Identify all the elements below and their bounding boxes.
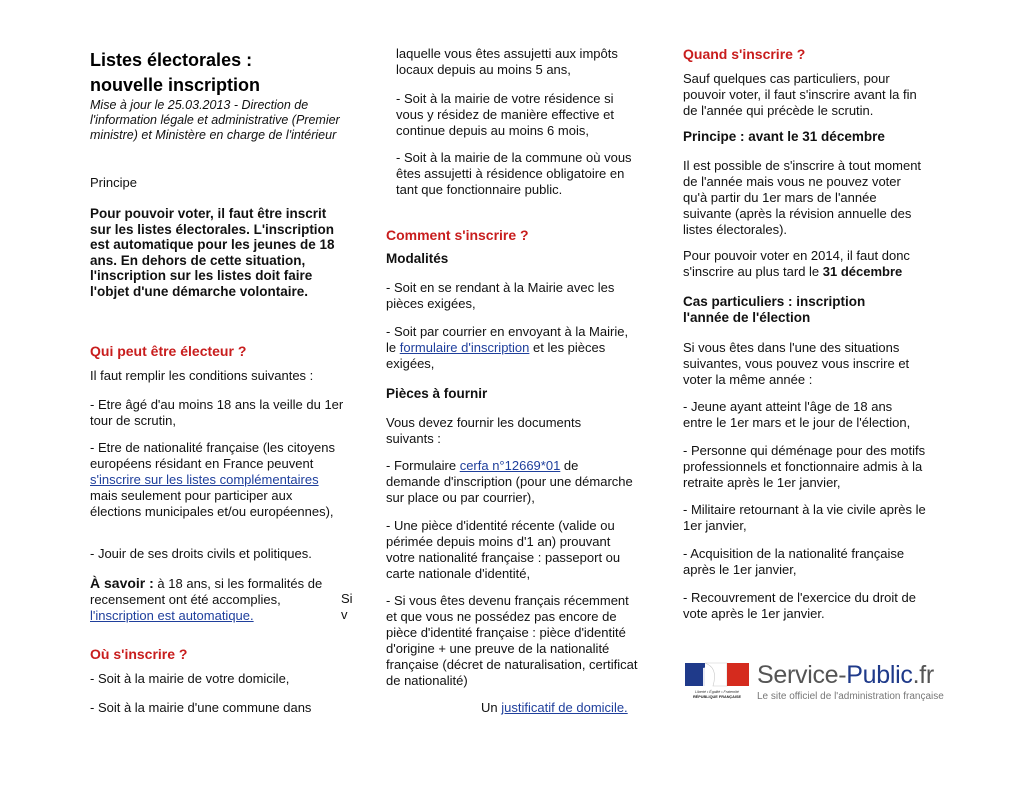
pour-2014 bbox=[683, 248, 923, 280]
ou-commune: - Soit à la mairie d'une commune dans bbox=[90, 700, 312, 715]
mairie-fonctionnaire: - Soit à la mairie de la commune où vous êtes assujetti à résidence obligatoire en tant que fonctionnaire public. bbox=[396, 150, 632, 197]
brand-name-prefix: Service- bbox=[757, 661, 847, 689]
page-title-line-2: nouvelle inscription bbox=[90, 75, 261, 95]
brand-tagline: Le site officiel de l'administration française bbox=[757, 691, 944, 702]
pour-2014-date: 31 décembre bbox=[822, 264, 903, 279]
condition-civil-rights: - Jouir de ses droits civils et politiques. bbox=[90, 546, 312, 561]
brand-name bbox=[757, 660, 934, 690]
condition-nationality-text-end: mais seulement pour participer aux élections municipales et/ou européennes), bbox=[90, 488, 334, 519]
service-public-logo bbox=[683, 660, 944, 708]
modalite-courrier bbox=[386, 324, 638, 372]
piece-formulaire bbox=[386, 458, 636, 506]
a-savoir-label: À savoir : bbox=[90, 575, 154, 591]
cas-intro: Si vous êtes dans l'une des situations suivantes, vous pouvez vous inscrire et voter la même année : bbox=[683, 340, 910, 387]
principe-label: Principe bbox=[90, 175, 137, 190]
cas-heading: Cas particuliers : inscription l'année de l'élection bbox=[683, 294, 866, 325]
cerfa-link[interactable]: cerfa n°12669*01 bbox=[459, 458, 561, 473]
mairie-residence: - Soit à la mairie de votre résidence si vous y résidez de manière effective et continue depuis au moins 6 mois, bbox=[396, 91, 614, 138]
marianne-logo-icon bbox=[683, 660, 753, 708]
cas-droit-vote: - Recouvrement de l'exercice du droit de vote après le 1er janvier. bbox=[683, 590, 916, 621]
ou-domicile: - Soit à la mairie de votre domicile, bbox=[90, 671, 290, 686]
brand-name-public: Public bbox=[846, 661, 913, 689]
piece-naturalisation: - Si vous êtes devenu français récemment et que vous ne possédez pas encore de pièce d'identité française : pièce d'identité d'origine + une preuve de la nationalité française (décret de naturalisation, certificat de nationalité) bbox=[386, 593, 638, 688]
pour-2014-text: Pour pouvoir voter en 2014, il faut donc s'inscrire au plus tard le bbox=[683, 248, 910, 279]
pieces-heading: Pièces à fournir bbox=[386, 386, 488, 401]
qui-heading: Qui peut être électeur ? bbox=[90, 343, 247, 359]
svg-text:Liberté • Égalité • Fraternité: Liberté • Égalité • Fraternité bbox=[695, 690, 739, 694]
comment-heading: Comment s'inscrire ? bbox=[386, 227, 529, 243]
possible-text: Il est possible de s'inscrire à tout moment de l'année mais vous ne pouvez voter qu'à partir du 1er mars de l'année suivante (après la révision annuelle des listes électorales). bbox=[683, 158, 922, 237]
modalite-mairie: - Soit en se rendant à la Mairie avec les pièces exigées, bbox=[386, 280, 615, 311]
page-title-line-1: Listes électorales : bbox=[90, 50, 253, 70]
ou-heading: Où s'inscrire ? bbox=[90, 646, 188, 662]
condition-nationality-text: - Etre de nationalité française (les citoyens européens résidant en France peuvent bbox=[90, 440, 335, 471]
piece-identite: - Une pièce d'identité récente (valide ou périmée depuis moins d'1 an) prouvant votre nationalité française : passeport ou carte nationale d'identité, bbox=[386, 518, 621, 581]
condition-nationality bbox=[90, 440, 344, 520]
a-savoir-text: à 18 ans, si les formalités de recensement ont été accomplies, bbox=[90, 576, 323, 607]
inscription-automatique-link[interactable]: l'inscription est automatique. bbox=[90, 608, 254, 623]
intro-paragraph: Pour pouvoir voter, il faut être inscrit sur les listes électorales. L'inscription est automatique pour les jeunes de 18 ans. En dehors de cette situation, l'inscription sur les listes doit faire l'objet d'une démarche volontaire. bbox=[90, 206, 335, 299]
cas-nationalite: - Acquisition de la nationalité française après le 1er janvier, bbox=[683, 546, 905, 577]
svg-text:RÉPUBLIQUE FRANÇAISE: RÉPUBLIQUE FRANÇAISE bbox=[692, 695, 742, 699]
piece-formulaire-text: - Formulaire bbox=[386, 458, 460, 473]
a-savoir-block bbox=[90, 575, 336, 624]
quand-text: Sauf quelques cas particuliers, pour pouvoir voter, il faut s'inscrire avant la fin de l'année qui précède le scrutin. bbox=[683, 71, 917, 118]
commune-impots: laquelle vous êtes assujetti aux impôts locaux depuis au moins 5 ans, bbox=[396, 46, 618, 77]
quand-heading: Quand s'inscrire ? bbox=[683, 46, 806, 62]
pieces-intro: Vous devez fournir les documents suivants : bbox=[386, 415, 582, 446]
listes-complementaires-link[interactable]: s'inscrire sur les listes complémentaires bbox=[90, 472, 319, 487]
modalite-courrier-text: - Soit par courrier en envoyant à la Mairie, le bbox=[386, 324, 629, 355]
condition-age: - Etre âgé d'au moins 18 ans la veille du 1er tour de scrutin, bbox=[90, 397, 344, 428]
update-note: Mise à jour le 25.03.2013 - Direction de l'information légale et administrative (Premier ministre) et Ministère en charge de l'intérieur bbox=[90, 98, 340, 142]
principe-31-decembre: Principe : avant le 31 décembre bbox=[683, 129, 885, 144]
cas-demenagement: - Personne qui déménage pour des motifs professionnels et fonctionnaire admis à la retraite après le 1er janvier, bbox=[683, 443, 926, 490]
modalites-heading: Modalités bbox=[386, 251, 449, 266]
formulaire-inscription-link[interactable]: formulaire d'inscription bbox=[399, 340, 530, 355]
cas-militaire: - Militaire retournant à la vie civile après le 1er janvier, bbox=[683, 502, 926, 533]
modalite-courrier-text-end: et les pièces exigées, bbox=[386, 340, 606, 371]
justificatif-domicile-link[interactable]: justificatif de domicile. bbox=[501, 700, 628, 715]
justificatif-line bbox=[481, 700, 628, 716]
piece-formulaire-text-end: de demande d'inscription (pour une démarche sur place ou par courrier), bbox=[386, 458, 633, 505]
brand-name-suffix: .fr bbox=[912, 661, 934, 689]
stray-text: Si v bbox=[341, 591, 353, 622]
justificatif-text: Un bbox=[481, 700, 502, 715]
cas-jeune: - Jeune ayant atteint l'âge de 18 ans entre le 1er mars et le jour de l'élection, bbox=[683, 399, 911, 430]
conditions-intro: Il faut remplir les conditions suivantes : bbox=[90, 368, 314, 383]
